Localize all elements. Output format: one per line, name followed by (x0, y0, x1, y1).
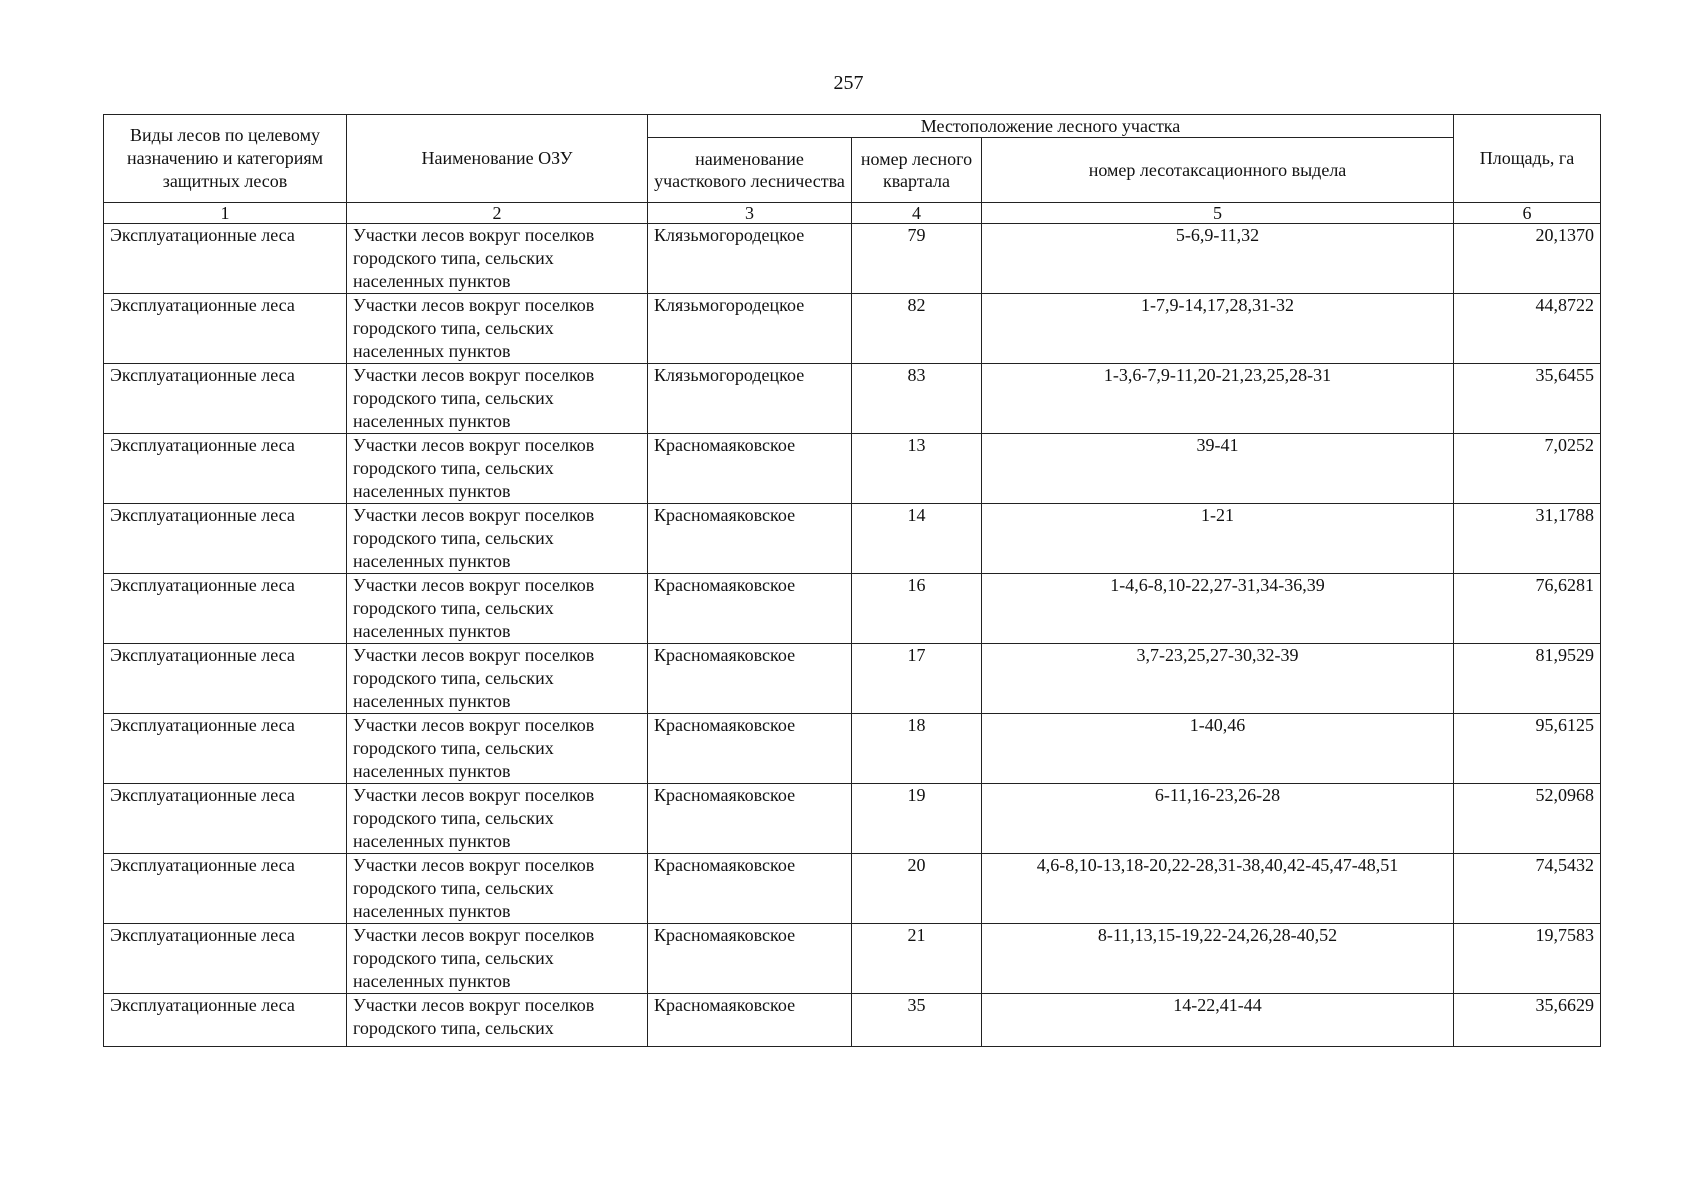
cell-forest-type: Эксплуатационные леса (104, 714, 347, 784)
cell-forestry-name: Красномаяковское (648, 714, 852, 784)
column-number: 2 (347, 203, 648, 224)
cell-ozu-name: Участки лесов вокруг поселков городского типа, сельских населенных пунктов (347, 784, 648, 854)
table-row (104, 644, 1601, 714)
cell-quarter-number: 83 (852, 364, 982, 434)
cell-allotment-numbers: 1-40,46 (982, 714, 1454, 784)
cell-forest-type: Эксплуатационные леса (104, 504, 347, 574)
page-number: 257 (833, 72, 864, 94)
header-area: Площадь, га (1454, 115, 1601, 203)
cell-ozu-name: Участки лесов вокруг поселков городского типа, сельских населенных пунктов (347, 924, 648, 994)
cell-quarter-number: 16 (852, 574, 982, 644)
cell-area: 52,0968 (1454, 784, 1601, 854)
cell-area: 44,8722 (1454, 294, 1601, 364)
cell-area: 35,6629 (1454, 994, 1601, 1047)
table-row (104, 784, 1601, 854)
cell-area: 7,0252 (1454, 434, 1601, 504)
cell-quarter-number: 20 (852, 854, 982, 924)
cell-allotment-numbers: 14-22,41-44 (982, 994, 1454, 1047)
header-forest-type: Виды лесов по целевому назначению и категориям защитных лесов (104, 115, 347, 203)
cell-area: 35,6455 (1454, 364, 1601, 434)
cell-forest-type: Эксплуатационные леса (104, 364, 347, 434)
cell-forestry-name: Клязьмогородецкое (648, 224, 852, 294)
cell-forest-type: Эксплуатационные леса (104, 294, 347, 364)
cell-ozu-name: Участки лесов вокруг поселков городского типа, сельских населенных пунктов (347, 364, 648, 434)
table-row (104, 714, 1601, 784)
cell-ozu-name: Участки лесов вокруг поселков городского типа, сельских населенных пунктов (347, 714, 648, 784)
table-row (104, 224, 1601, 294)
cell-allotment-numbers: 39-41 (982, 434, 1454, 504)
cell-forestry-name: Красномаяковское (648, 434, 852, 504)
cell-forest-type: Эксплуатационные леса (104, 924, 347, 994)
cell-forestry-name: Красномаяковское (648, 994, 852, 1047)
cell-forestry-name: Красномаяковское (648, 504, 852, 574)
cell-area: 76,6281 (1454, 574, 1601, 644)
cell-allotment-numbers: 4,6-8,10-13,18-20,22-28,31-38,40,42-45,47-48,51 (982, 854, 1454, 924)
column-number: 6 (1454, 203, 1601, 224)
cell-forest-type: Эксплуатационные леса (104, 994, 347, 1047)
table-row (104, 294, 1601, 364)
cell-area: 20,1370 (1454, 224, 1601, 294)
forest-plots-table (103, 114, 1601, 1047)
cell-quarter-number: 17 (852, 644, 982, 714)
cell-area: 95,6125 (1454, 714, 1601, 784)
cell-forestry-name: Клязьмогородецкое (648, 294, 852, 364)
table-row (104, 924, 1601, 994)
cell-quarter-number: 18 (852, 714, 982, 784)
column-number: 3 (648, 203, 852, 224)
cell-quarter-number: 79 (852, 224, 982, 294)
table-body (104, 224, 1601, 1047)
table-row (104, 994, 1601, 1047)
cell-forestry-name: Красномаяковское (648, 784, 852, 854)
cell-forest-type: Эксплуатационные леса (104, 644, 347, 714)
cell-ozu-name: Участки лесов вокруг поселков городского типа, сельских населенных пунктов (347, 504, 648, 574)
table-row (104, 854, 1601, 924)
cell-forest-type: Эксплуатационные леса (104, 854, 347, 924)
column-number: 1 (104, 203, 347, 224)
cell-quarter-number: 13 (852, 434, 982, 504)
cell-area: 19,7583 (1454, 924, 1601, 994)
header-allotment-number: номер лесотаксационного выдела (982, 138, 1454, 203)
cell-ozu-name: Участки лесов вокруг поселков городского типа, сельских населенных пунктов (347, 854, 648, 924)
cell-allotment-numbers: 5-6,9-11,32 (982, 224, 1454, 294)
cell-forestry-name: Клязьмогородецкое (648, 364, 852, 434)
column-number: 4 (852, 203, 982, 224)
cell-forest-type: Эксплуатационные леса (104, 224, 347, 294)
cell-ozu-name: Участки лесов вокруг поселков городского типа, сельских населенных пунктов (347, 294, 648, 364)
table-header (104, 115, 1601, 224)
cell-allotment-numbers: 1-4,6-8,10-22,27-31,34-36,39 (982, 574, 1454, 644)
table-row (104, 504, 1601, 574)
cell-forestry-name: Красномаяковское (648, 574, 852, 644)
header-forestry-name: наименование участкового лесничества (648, 138, 852, 203)
cell-ozu-name: Участки лесов вокруг поселков городского типа, сельских населенных пунктов (347, 434, 648, 504)
cell-area: 74,5432 (1454, 854, 1601, 924)
cell-quarter-number: 21 (852, 924, 982, 994)
cell-quarter-number: 14 (852, 504, 982, 574)
cell-allotment-numbers: 3,7-23,25,27-30,32-39 (982, 644, 1454, 714)
column-number: 5 (982, 203, 1454, 224)
cell-forest-type: Эксплуатационные леса (104, 784, 347, 854)
column-numbers-row (104, 203, 1601, 224)
cell-allotment-numbers: 8-11,13,15-19,22-24,26,28-40,52 (982, 924, 1454, 994)
cell-allotment-numbers: 1-21 (982, 504, 1454, 574)
cell-ozu-name: Участки лесов вокруг поселков городского типа, сельских населенных пунктов (347, 644, 648, 714)
table-row (104, 434, 1601, 504)
cell-forestry-name: Красномаяковское (648, 854, 852, 924)
cell-forestry-name: Красномаяковское (648, 924, 852, 994)
header-ozu-name: Наименование ОЗУ (347, 115, 648, 203)
cell-quarter-number: 19 (852, 784, 982, 854)
table-row (104, 364, 1601, 434)
table-row (104, 574, 1601, 644)
cell-forestry-name: Красномаяковское (648, 644, 852, 714)
cell-area: 81,9529 (1454, 644, 1601, 714)
cell-forest-type: Эксплуатационные леса (104, 574, 347, 644)
cell-quarter-number: 82 (852, 294, 982, 364)
cell-allotment-numbers: 1-7,9-14,17,28,31-32 (982, 294, 1454, 364)
cell-allotment-numbers: 1-3,6-7,9-11,20-21,23,25,28-31 (982, 364, 1454, 434)
cell-ozu-name: Участки лесов вокруг поселков городского типа, сельских (347, 994, 648, 1047)
cell-ozu-name: Участки лесов вокруг поселков городского типа, сельских населенных пунктов (347, 574, 648, 644)
header-location-group: Местоположение лесного участка (648, 115, 1454, 138)
cell-ozu-name: Участки лесов вокруг поселков городского типа, сельских населенных пунктов (347, 224, 648, 294)
cell-allotment-numbers: 6-11,16-23,26-28 (982, 784, 1454, 854)
cell-forest-type: Эксплуатационные леса (104, 434, 347, 504)
cell-area: 31,1788 (1454, 504, 1601, 574)
header-quarter-number: номер лесного квартала (852, 138, 982, 203)
cell-quarter-number: 35 (852, 994, 982, 1047)
